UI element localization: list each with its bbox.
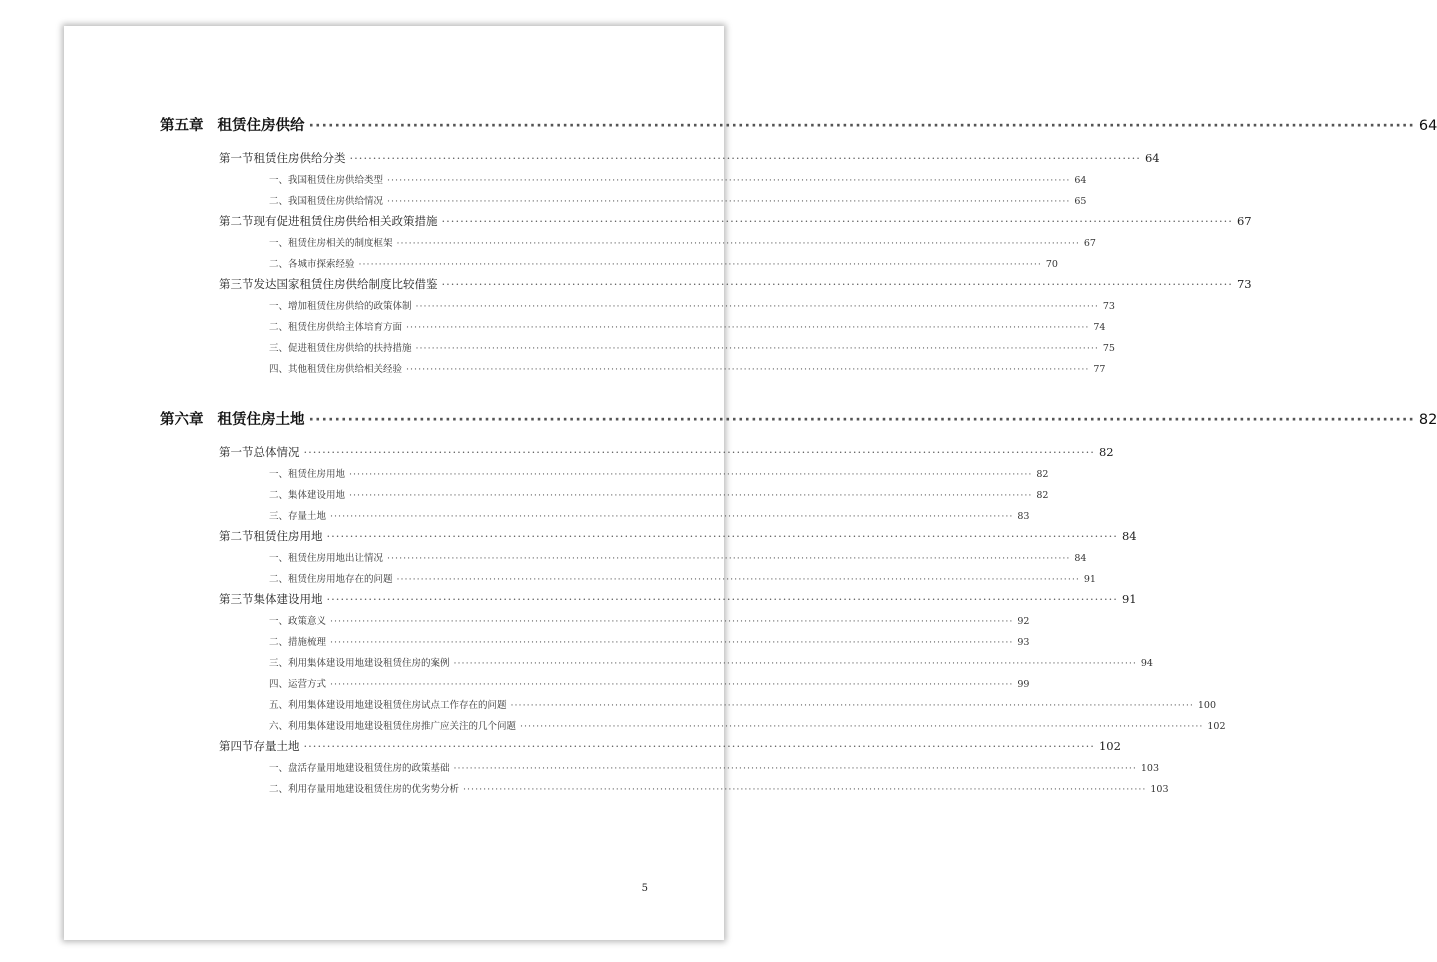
section-number: 第三节 <box>219 277 254 291</box>
subsection-title: 一、租赁住房用地出让情况 <box>269 553 384 564</box>
toc-subsection-entry[interactable] <box>269 319 1106 333</box>
section-title: 发达国家租赁住房供给制度比较借鉴 <box>253 277 438 291</box>
subsection-page: 67 <box>1083 238 1096 249</box>
leader-dots <box>454 763 1137 774</box>
subsection-page: 103 <box>1140 763 1160 774</box>
leader-dots <box>309 412 1415 428</box>
leader-dots <box>304 445 1095 459</box>
subsection-page: 82 <box>1036 490 1049 501</box>
toc-section-entry[interactable] <box>219 150 1160 166</box>
subsection-title: 五、利用集体建设用地建设租赁住房试点工作存在的问题 <box>269 700 507 711</box>
leader-dots <box>330 616 1013 627</box>
leader-dots <box>330 679 1013 690</box>
chapter-title: 租赁住房供给 <box>217 118 305 134</box>
toc-subsection-entry[interactable] <box>269 172 1087 186</box>
leader-dots <box>327 529 1118 543</box>
section-page: 82 <box>1098 445 1114 459</box>
subsection-title: 二、集体建设用地 <box>269 490 346 501</box>
toc-subsection-entry[interactable] <box>269 697 1217 711</box>
toc-subsection-entry[interactable] <box>269 718 1226 732</box>
toc-section-entry[interactable] <box>219 528 1137 544</box>
section-title: 租赁住房供给分类 <box>253 151 346 165</box>
subsection-title: 二、各城市探索经验 <box>269 259 355 270</box>
section-number: 第三节 <box>219 592 254 606</box>
table-of-contents <box>64 26 1437 940</box>
toc-subsection-entry[interactable] <box>269 550 1087 564</box>
section-page: 64 <box>1144 151 1160 165</box>
subsection-page: 82 <box>1036 469 1049 480</box>
subsection-title: 二、措施梳理 <box>269 637 327 648</box>
toc-subsection-entry[interactable] <box>269 508 1030 522</box>
leader-dots <box>349 469 1032 480</box>
toc-subsection-entry[interactable] <box>269 676 1030 690</box>
section-number: 第四节 <box>219 739 254 753</box>
leader-dots <box>463 784 1146 795</box>
subsection-page: 65 <box>1074 196 1087 207</box>
section-title: 租赁住房用地 <box>253 529 323 543</box>
leader-dots <box>511 700 1194 711</box>
subsection-page: 84 <box>1074 553 1087 564</box>
leader-dots <box>442 277 1233 291</box>
subsection-title: 三、存量土地 <box>269 511 327 522</box>
chapter-number: 第五章 <box>160 118 204 134</box>
toc-subsection-entry[interactable] <box>269 256 1058 270</box>
subsection-title: 六、利用集体建设用地建设租赁住房推广应关注的几个问题 <box>269 721 517 732</box>
chapter-title: 租赁住房土地 <box>217 412 305 428</box>
subsection-title: 三、促进租赁住房供给的扶持措施 <box>269 343 412 354</box>
subsection-title: 一、我国租赁住房供给类型 <box>269 175 384 186</box>
subsection-page: 103 <box>1150 784 1169 795</box>
leader-dots <box>397 574 1080 585</box>
toc-section-entry[interactable] <box>219 444 1114 460</box>
section-number: 第二节 <box>219 214 254 228</box>
subsection-page: 94 <box>1140 658 1153 669</box>
subsection-title: 二、利用存量用地建设租赁住房的优劣势分析 <box>269 784 460 795</box>
toc-subsection-entry[interactable] <box>269 466 1049 480</box>
toc-subsection-entry[interactable] <box>269 193 1087 207</box>
leader-dots <box>359 259 1042 270</box>
toc-subsection-entry[interactable] <box>269 361 1106 375</box>
subsection-page: 77 <box>1093 364 1106 375</box>
subsection-page: 75 <box>1102 343 1115 354</box>
subsection-title: 四、其他租赁住房供给相关经验 <box>269 364 403 375</box>
subsection-page: 102 <box>1207 721 1226 732</box>
leader-dots <box>304 739 1095 753</box>
subsection-title: 一、盘活存量用地建设租赁住房的政策基础 <box>269 763 450 774</box>
toc-section-entry[interactable] <box>219 591 1137 607</box>
leader-dots <box>416 301 1099 312</box>
toc-subsection-entry[interactable] <box>269 235 1096 249</box>
book-page <box>64 26 1437 940</box>
subsection-title: 一、增加租赁住房供给的政策体制 <box>269 301 412 312</box>
toc-section-entry[interactable] <box>219 213 1252 229</box>
section-page: 91 <box>1121 592 1137 606</box>
section-number: 第一节 <box>219 445 254 459</box>
leader-dots <box>387 196 1070 207</box>
subsection-page: 70 <box>1045 259 1058 270</box>
leader-dots <box>387 175 1070 186</box>
leader-dots <box>387 553 1070 564</box>
leader-dots <box>350 151 1141 165</box>
leader-dots <box>309 118 1415 134</box>
toc-subsection-entry[interactable] <box>269 571 1096 585</box>
toc-section-entry[interactable] <box>219 738 1121 754</box>
subsection-title: 四、运营方式 <box>269 679 327 690</box>
toc-subsection-entry[interactable] <box>269 487 1049 501</box>
leader-dots <box>397 238 1080 249</box>
section-title: 现有促进租赁住房供给相关政策措施 <box>253 214 438 228</box>
leader-dots <box>454 658 1137 669</box>
leader-dots <box>349 490 1032 501</box>
section-number: 第二节 <box>219 529 254 543</box>
leader-dots <box>330 511 1013 522</box>
leader-dots <box>327 592 1118 606</box>
toc-chapter-entry[interactable] <box>160 408 1437 429</box>
toc-subsection-entry[interactable] <box>269 760 1160 774</box>
subsection-title: 一、政策意义 <box>269 616 327 627</box>
subsection-page: 64 <box>1074 175 1087 186</box>
section-number: 第一节 <box>219 151 254 165</box>
toc-subsection-entry[interactable] <box>269 340 1115 354</box>
toc-subsection-entry[interactable] <box>269 613 1030 627</box>
section-page: 84 <box>1121 529 1137 543</box>
subsection-page: 91 <box>1083 574 1096 585</box>
section-title: 总体情况 <box>253 445 300 459</box>
subsection-title: 二、租赁住房供给主体培育方面 <box>269 322 403 333</box>
leader-dots <box>416 343 1099 354</box>
leader-dots <box>406 322 1089 333</box>
toc-section-entry[interactable] <box>219 276 1252 292</box>
toc-subsection-entry[interactable] <box>269 298 1115 312</box>
leader-dots <box>442 214 1233 228</box>
leader-dots <box>330 637 1013 648</box>
section-title: 集体建设用地 <box>253 592 323 606</box>
subsection-page: 92 <box>1017 616 1030 627</box>
section-page: 102 <box>1098 739 1121 753</box>
subsection-page: 73 <box>1102 301 1115 312</box>
page-number: 5 <box>641 883 648 894</box>
toc-chapter-entry[interactable] <box>160 114 1437 135</box>
section-title: 存量土地 <box>253 739 300 753</box>
section-page: 67 <box>1236 214 1252 228</box>
subsection-page: 93 <box>1017 637 1030 648</box>
subsection-page: 100 <box>1197 700 1217 711</box>
section-page: 73 <box>1236 277 1252 291</box>
subsection-page: 74 <box>1093 322 1106 333</box>
subsection-title: 二、租赁住房用地存在的问题 <box>269 574 393 585</box>
chapter-page: 64 <box>1418 118 1437 134</box>
subsection-title: 一、租赁住房用地 <box>269 469 346 480</box>
subsection-title: 二、我国租赁住房供给情况 <box>269 196 384 207</box>
subsection-page: 99 <box>1017 679 1030 690</box>
toc-subsection-entry[interactable] <box>269 655 1153 669</box>
leader-dots <box>406 364 1089 375</box>
subsection-title: 一、租赁住房相关的制度框架 <box>269 238 393 249</box>
chapter-number: 第六章 <box>160 412 204 428</box>
toc-subsection-entry[interactable] <box>269 634 1030 648</box>
toc-subsection-entry[interactable] <box>269 781 1169 795</box>
subsection-page: 83 <box>1017 511 1030 522</box>
subsection-title: 三、利用集体建设用地建设租赁住房的案例 <box>269 658 450 669</box>
chapter-page: 82 <box>1418 412 1437 428</box>
leader-dots <box>520 721 1203 732</box>
